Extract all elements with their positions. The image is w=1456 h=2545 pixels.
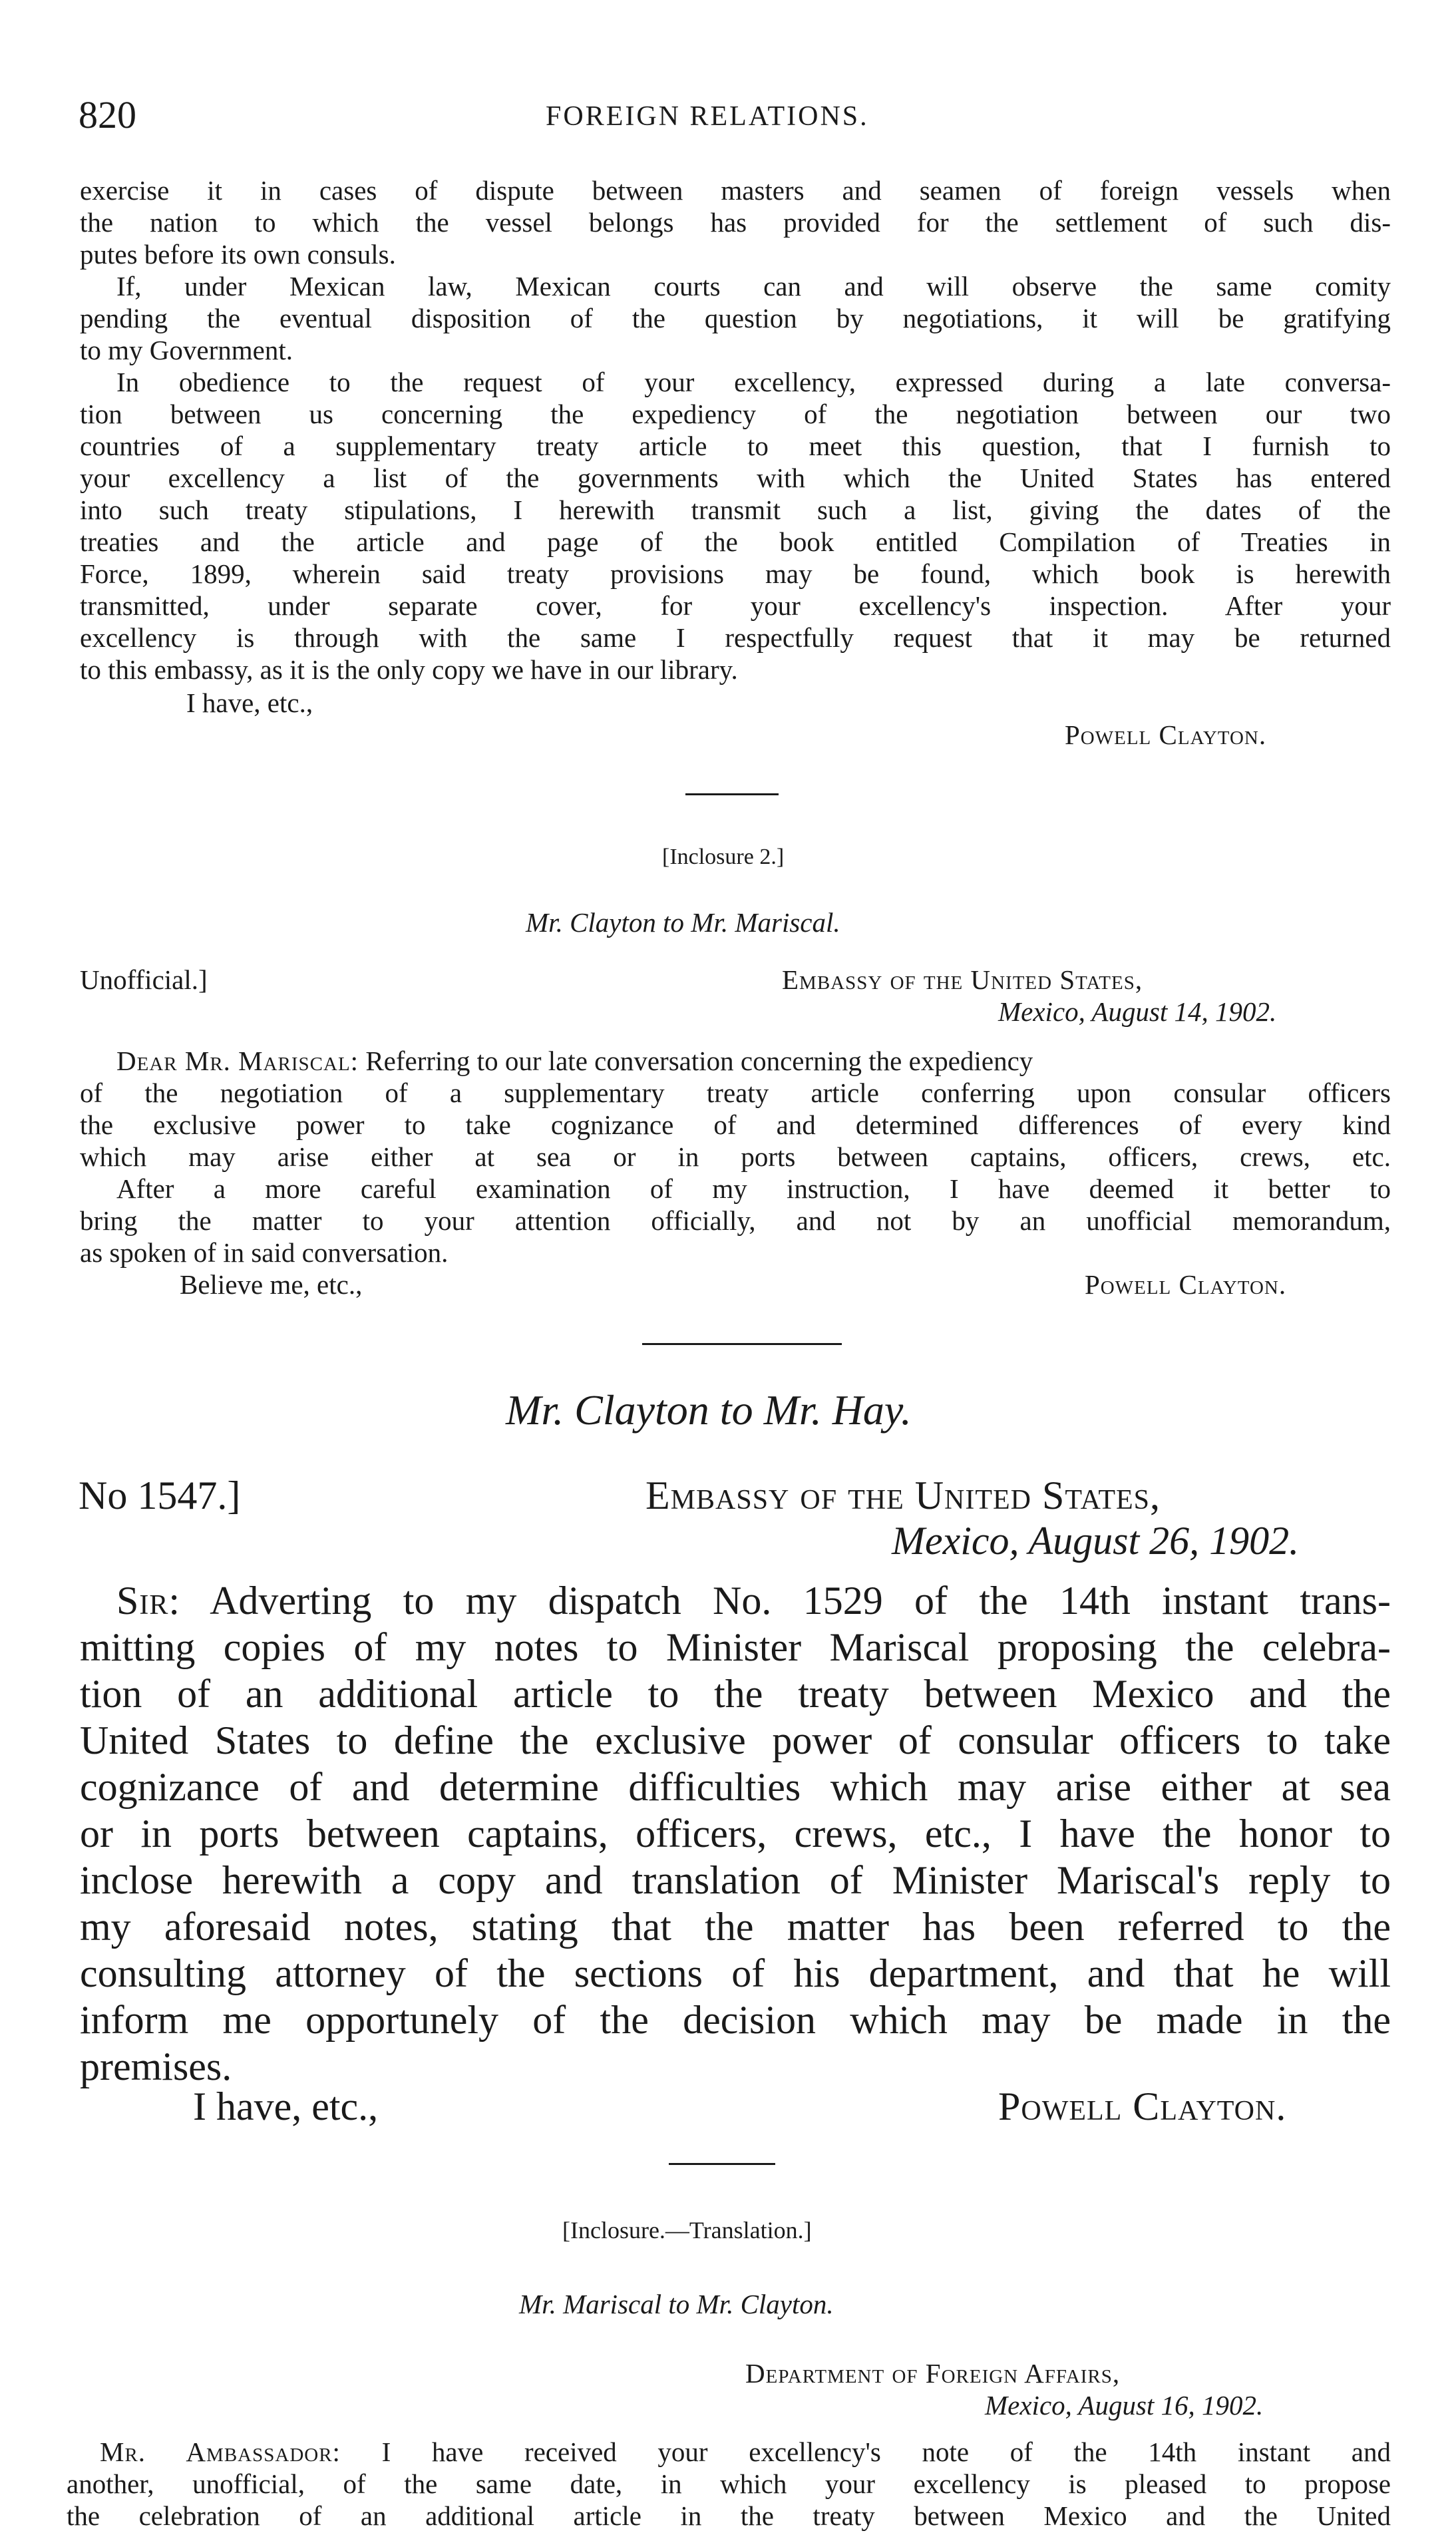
note-type: Unofficial.] <box>80 964 208 995</box>
text-line: to my Government. <box>80 335 293 365</box>
letter-title: Mr. Clayton to Mr. Mariscal. <box>526 907 840 938</box>
page-number: 820 <box>79 93 136 136</box>
text-line: mitting copies of my notes to Minister Mariscal proposing the celebra- <box>80 1625 1391 1669</box>
text-line: of the negotiation of a supplementary treaty article conferring upon consular officers <box>80 1077 1391 1108</box>
text-line: transmitted, under separate cover, for your excellency's inspection. After your <box>80 590 1391 621</box>
text-line: countries of a supplementary treaty article to meet this question, that I furnish to <box>80 431 1391 461</box>
text-line: treaties and the article and page of the book entitled Compilation of Treaties in <box>80 526 1391 557</box>
text-line: cognizance of and determine difficulties which may arise either at sea <box>80 1765 1391 1809</box>
divider <box>642 1343 842 1345</box>
text-line: tion between us concerning the expediency of the negotiation between our two <box>80 399 1391 429</box>
text-line: your excellency a list of the governments with which the United States has entered <box>80 463 1391 493</box>
place-date: Mexico, August 16, 1902. <box>985 2390 1264 2421</box>
text-line: to this embassy, as it is the only copy we have in our library. <box>80 654 738 685</box>
closing: I have, etc., <box>193 2084 379 2128</box>
salutation-line <box>116 1045 1033 1077</box>
text-line: United States to define the exclusive power of consular officers to take <box>80 1718 1391 1762</box>
text-line: my aforesaid notes, stating that the matter has been referred to the <box>80 1905 1391 1949</box>
divider <box>685 793 779 795</box>
letter-title: Mr. Mariscal to Mr. Clayton. <box>519 2289 834 2319</box>
divider <box>669 2163 775 2165</box>
text-line: the celebration of an additional article in the treaty between Mexico and the United <box>67 2500 1391 2531</box>
text-line: into such treaty stipulations, I herewith transmit such a list, giving the dates of the <box>80 494 1391 525</box>
text-line: putes before its own consuls. <box>80 239 396 270</box>
text-line: the exclusive power to take cognizance of and determined differences of every kind <box>80 1109 1391 1140</box>
signature: Powell Clayton. <box>1085 1269 1287 1300</box>
text-line: as spoken of in said conversation. <box>80 1237 449 1268</box>
inclosure-label: [Inclosure 2.] <box>662 845 785 869</box>
text-line: the nation to which the vessel belongs has provided for the settlement of such dis- <box>80 207 1391 238</box>
signature: Powell Clayton. <box>998 2084 1287 2128</box>
text-line: bring the matter to your attention officially, and not by an unofficial memorandum, <box>80 1205 1391 1236</box>
text-line: consulting attorney of the sections of his department, and that he will <box>80 1951 1391 1995</box>
text-line: or in ports between captains, officers, crews, etc., I have the honor to <box>80 1812 1391 1856</box>
text-line: tion of an additional article to the treaty between Mexico and the <box>80 1672 1391 1716</box>
text-line: another, unofficial, of the same date, in which your excellency is pleased to propose <box>67 2468 1391 2499</box>
place-date: Mexico, August 14, 1902. <box>998 996 1277 1027</box>
inclosure-label: [Inclosure.—Translation.] <box>562 2217 812 2244</box>
text-line: premises. <box>80 2045 232 2088</box>
text-line: Adverting to my dispatch No. 1529 of the 14th instant trans- <box>210 1579 1391 1623</box>
place-date: Mexico, August 26, 1902. <box>892 1519 1300 1563</box>
text-line: exercise it in cases of dispute between masters and seamen of foreign vessels when <box>80 175 1391 206</box>
salutation: Sir: <box>116 1579 181 1623</box>
salutation: Mr. Ambassador: <box>100 2437 341 2467</box>
text-line: After a more careful examination of my instruction, I have deemed it better to <box>116 1173 1391 1204</box>
text-line: Referring to our late conversation concerning the expediency <box>365 1046 1033 1076</box>
text-line: inform me opportunely of the decision which may be made in the <box>80 1998 1391 2042</box>
salutation-line <box>100 2436 1391 2468</box>
sender: Department of Foreign Affairs, <box>745 2358 1121 2389</box>
salutation-line <box>116 1577 1391 1624</box>
text-line: inclose herewith a copy and translation of Minister Mariscal's reply to <box>80 1858 1391 1902</box>
salutation: Dear Mr. Mariscal: <box>116 1046 359 1076</box>
sender: Embassy of the United States, <box>782 964 1143 995</box>
sender: Embassy of the United States, <box>645 1473 1161 1517</box>
text-line: pending the eventual disposition of the question by negotiations, it will be gratifying <box>80 303 1391 333</box>
closing: I have, etc., <box>186 687 313 718</box>
dispatch-number: No 1547.] <box>79 1473 241 1517</box>
closing: Believe me, etc., <box>180 1269 363 1300</box>
text-line: If, under Mexican law, Mexican courts can and will observe the same comity <box>116 271 1391 301</box>
text-line: In obedience to the request of your excellency, expressed during a late conversa- <box>116 367 1391 397</box>
text-line: Force, 1899, wherein said treaty provisions may be found, which book is herewith <box>80 558 1391 589</box>
text-line: I have received your excellency's note of the 14th instant and <box>381 2437 1391 2467</box>
text-line: excellency is through with the same I respectfully request that it may be returned <box>80 622 1391 653</box>
text-line: which may arise either at sea or in ports between captains, officers, crews, etc. <box>80 1141 1391 1172</box>
signature: Powell Clayton. <box>1065 719 1267 750</box>
dispatch-title: Mr. Clayton to Mr. Hay. <box>506 1386 912 1434</box>
running-title: FOREIGN RELATIONS. <box>546 101 869 132</box>
